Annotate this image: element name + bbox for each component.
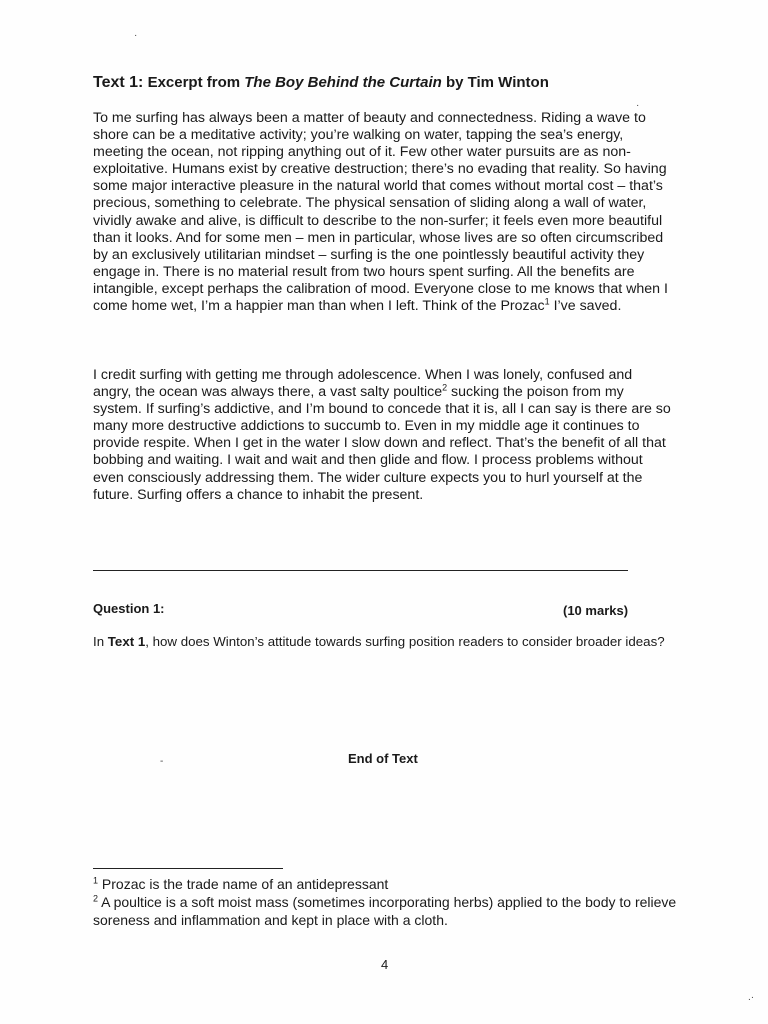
footnote-number: 2 (93, 893, 99, 904)
footnote-text: A poultice is a soft moist mass (sometimes incorporating herbs) applied to the body to relieve soreness and inflammation and kept in place with a cloth. (93, 894, 677, 928)
question-text-part: In (93, 634, 108, 649)
footnote-text: Prozac is the trade name of an antidepressant (98, 876, 389, 892)
question-text-reference: Text 1 (107, 634, 146, 649)
author-credit: by Tim Winton (441, 74, 549, 91)
paragraph-text: I credit surfing with getting me through adolescence. When I was lonely, confused and angry, the ocean was always there, a vast salty poultice (93, 367, 633, 401)
excerpt-paragraph-2 (93, 367, 673, 504)
question-label: Question 1: (93, 601, 165, 616)
excerpt-paragraph-1 (93, 110, 673, 315)
text-heading (93, 74, 549, 92)
question-text (93, 634, 673, 650)
end-of-text-label: End of Text (348, 751, 418, 766)
paragraph-text: sucking the poison from my system. If surfing’s addictive, and I’m bound to concede that it is, all I can say is there are so many more destructive addictions to succumb to. Even in my middle age it continues to provide respite. When I get in the water I slow down and reflect. That’s the benefit of all that bobbing and waiting. I wait and wait and then glide and flow. I process problems without even consciously addressing them. The wider culture expects you to hurl yourself at the future. Surfing offers a chance to inhabit the present. (93, 384, 671, 503)
scan-speck: · (134, 30, 138, 41)
paragraph-text: I’ve saved. (549, 298, 622, 315)
footnote-number: 1 (93, 875, 99, 886)
text-label: Text 1: (93, 74, 144, 91)
section-divider (93, 570, 628, 571)
footnote-1 (93, 876, 683, 894)
footnote-marker: 2 (442, 382, 448, 393)
footnote-marker: 1 (544, 296, 550, 307)
footnote-divider (93, 868, 283, 869)
page-number: 4 (381, 957, 389, 972)
excerpt-prefix: Excerpt from (147, 74, 245, 91)
paragraph-text: To me surfing has always been a matter of beauty and connectedness. Riding a wave to shore can be a meditative activity; you’re walking on water, tapping the sea’s energy, meeting the ocean, not ripping anything out of it. Few other water pursuits are as non-exploitative. Humans exist by creative destruction; there’s no evading that reality. So having some major interactive pleasure in the natural world that comes without mortal cost – that’s precious, something to celebrate. The physical sensation of sliding along a wall of water, vividly awake and alive, is difficult to describe to the non-surfer; it feels even more beautiful than it looks. And for some men – men in particular, whose lives are so often circumscribed by an exclusively utilitarian mindset – surfing is the one pointlessly beautiful activity they engage in. There is no material result from two hours spent surfing. All the benefits are intangible, except perhaps the calibration of mood. Everyone close to me knows that when I come home wet, I’m a happier man than when I left. Think of the Prozac (93, 110, 668, 315)
question-text-part: , how does Winton’s attitude towards surfing position readers to consider broader ideas? (145, 634, 665, 649)
scan-speck: .· (748, 992, 755, 1003)
scan-speck: - (160, 756, 164, 767)
footnote-2 (93, 894, 683, 929)
scan-speck: · (636, 100, 640, 111)
work-title: The Boy Behind the Curtain (244, 74, 442, 91)
question-marks: (10 marks) (563, 603, 629, 618)
